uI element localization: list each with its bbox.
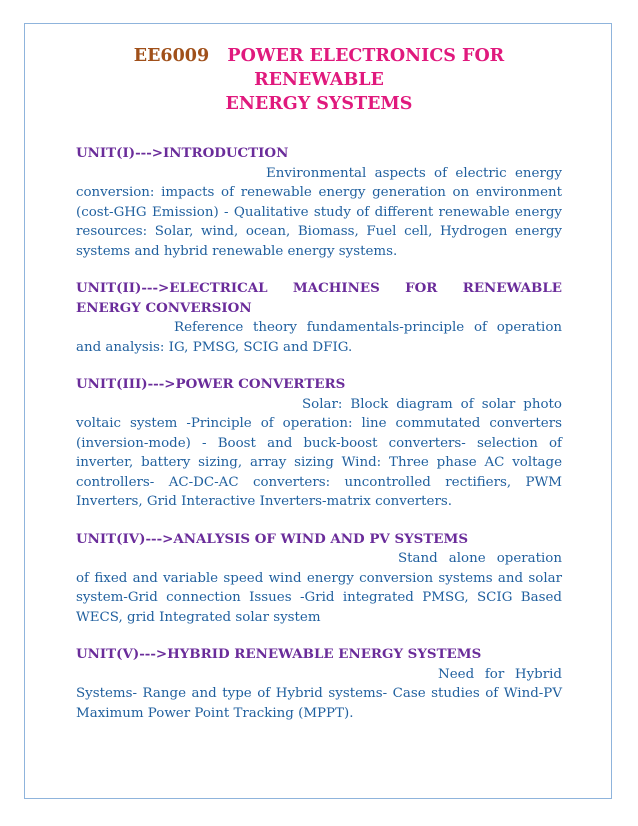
unit-body — [76, 318, 562, 357]
course-title-line2: ENERGY SYSTEMS — [225, 94, 413, 114]
unit-body — [76, 665, 562, 724]
course-title-line1: POWER ELECTRONICS FOR RENEWABLE — [227, 46, 505, 90]
unit-body — [76, 549, 562, 627]
course-code: EE6009 — [133, 46, 210, 66]
unit-body-text: Reference theory fundamentals-principle of operation and analysis: IG, PMSG, SCIG and DFIG. — [76, 320, 562, 355]
document-content — [76, 44, 562, 741]
unit-heading: UNIT(III)--->POWER CONVERTERS — [76, 376, 346, 392]
unit-heading: UNIT(IV)--->ANALYSIS OF WIND AND PV SYSTEMS — [76, 530, 469, 547]
unit-heading: UNIT(II)--->ELECTRICAL MACHINES FOR RENEWABLE ENERGY CONVERSION — [76, 280, 562, 316]
unit-body-text: Solar: Block diagram of solar photo voltaic system -Principle of operation: line commutated converters (inversion-mode) - Boost and buck-boost converters- selection of inverter, battery sizing, array sizing Wind: Three phase AC voltage controllers- AC-DC-AC converters: uncontrolled rectifiers, PWM Inverters, Grid Interactive Inverters-matrix converters. — [76, 396, 562, 509]
unit-3 — [76, 375, 562, 512]
unit-5 — [76, 645, 562, 723]
unit-body-text: Need for Hybrid Systems- Range and type of Hybrid systems- Case studies of Wind-PV Maximum Power Point Tracking (MPPT). — [76, 666, 562, 721]
unit-body — [76, 395, 562, 512]
unit-heading: UNIT(V)--->HYBRID RENEWABLE ENERGY SYSTEMS — [76, 646, 482, 662]
unit-4 — [76, 530, 562, 628]
unit-1 — [76, 144, 562, 261]
unit-body — [76, 164, 562, 262]
unit-body-text: Environmental aspects of electric energy conversion: impacts of renewable energy generation on environment (cost-GHG Emission) - Qualitative study of different renewable energy resources: Solar, wind, ocean, Biomass, Fuel cell, Hydrogen energy systems and hybrid renewable energy systems. — [76, 165, 562, 259]
unit-heading: UNIT(I)--->INTRODUCTION — [76, 145, 289, 161]
document-title — [76, 44, 562, 116]
unit-2 — [76, 279, 562, 357]
unit-body-text: Stand alone operation of fixed and variable speed wind energy conversion systems and solar system-Grid connection Issues -Grid integrated PMSG, SCIG Based WECS, grid Integrated solar system — [76, 551, 562, 625]
